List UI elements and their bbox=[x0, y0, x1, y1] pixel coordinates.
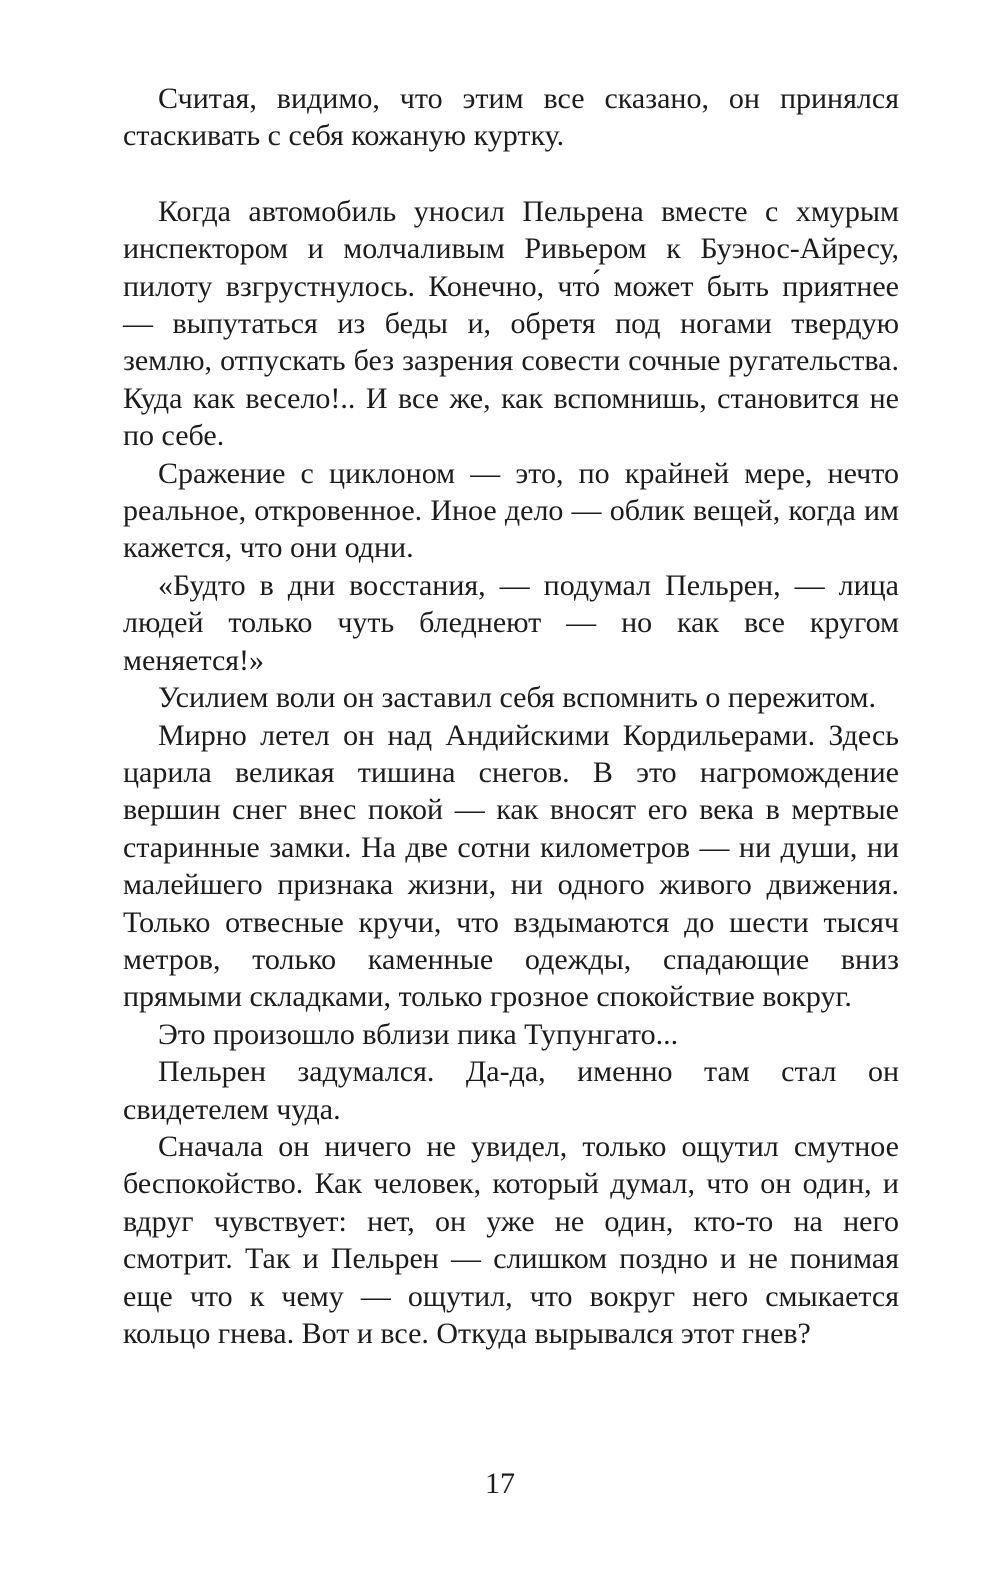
paragraph-4: «Будто в дни восстания, — подумал Пельрен, — лица людей только чуть бледнеют — но как все кругом меняется!» bbox=[123, 568, 899, 677]
paragraph-1: Считая, видимо, что этим все сказано, он принялся стаскивать с себя кожаную куртку. bbox=[123, 82, 899, 153]
paragraph-9: Сначала он ничего не увидел, только ощутил смутное беспокойство. Как человек, который думал, что он один, и вдруг чувствует: нет, он уже не один, кто-то на него смотрит. Так и Пельрен — слишком поздно и не понимая еще что к чему — ощутил, что вокруг него смыкается кольцо гнева. Вот и все. Откуда вырывался этот гнев? bbox=[123, 1129, 899, 1350]
paragraph-2: Когда автомобиль уносил Пельрена вместе с хмурым инспектором и молчаливым Ривьером к Буэнос-Айресу, пилоту взгрустнулось. Конечно, что́ может быть приятнее — выпутаться из беды и, обретя под ногами твердую землю, отпускать без зазрения совести сочные ругательства. Куда как весело!.. И все же, как вспомнишь, становится не по себе. bbox=[123, 194, 899, 453]
body-text bbox=[123, 80, 899, 1352]
page-number: 17 bbox=[485, 1467, 515, 1500]
paragraph-3: Сражение с циклоном — это, по крайней мере, нечто реальное, откровенное. Иное дело — облик вещей, когда им кажется, что они одни. bbox=[123, 456, 899, 565]
paragraph-7: Это произошло вблизи пика Тупунгато... bbox=[158, 1017, 679, 1051]
paragraph-6: Мирно летел он над Андийскими Кордильерами. Здесь царила великая тишина снегов. В это нагромождение вершин снег внес покой — как вносят его века в мертвые старинные замки. На две сотни километров — ни души, ни малейшего признака жизни, ни одного живого движения. Только отвесные кручи, что вздымаются до шести тысяч метров, только каменные одежды, спадающие вниз прямыми складками, только грозное спокойствие вокруг. bbox=[123, 718, 899, 1014]
paragraph-8: Пельрен задумался. Да-да, именно там стал он свидетелем чуда. bbox=[123, 1055, 899, 1126]
paragraph-5: Усилием воли он заставил себя вспомнить о пережитом. bbox=[158, 681, 877, 715]
